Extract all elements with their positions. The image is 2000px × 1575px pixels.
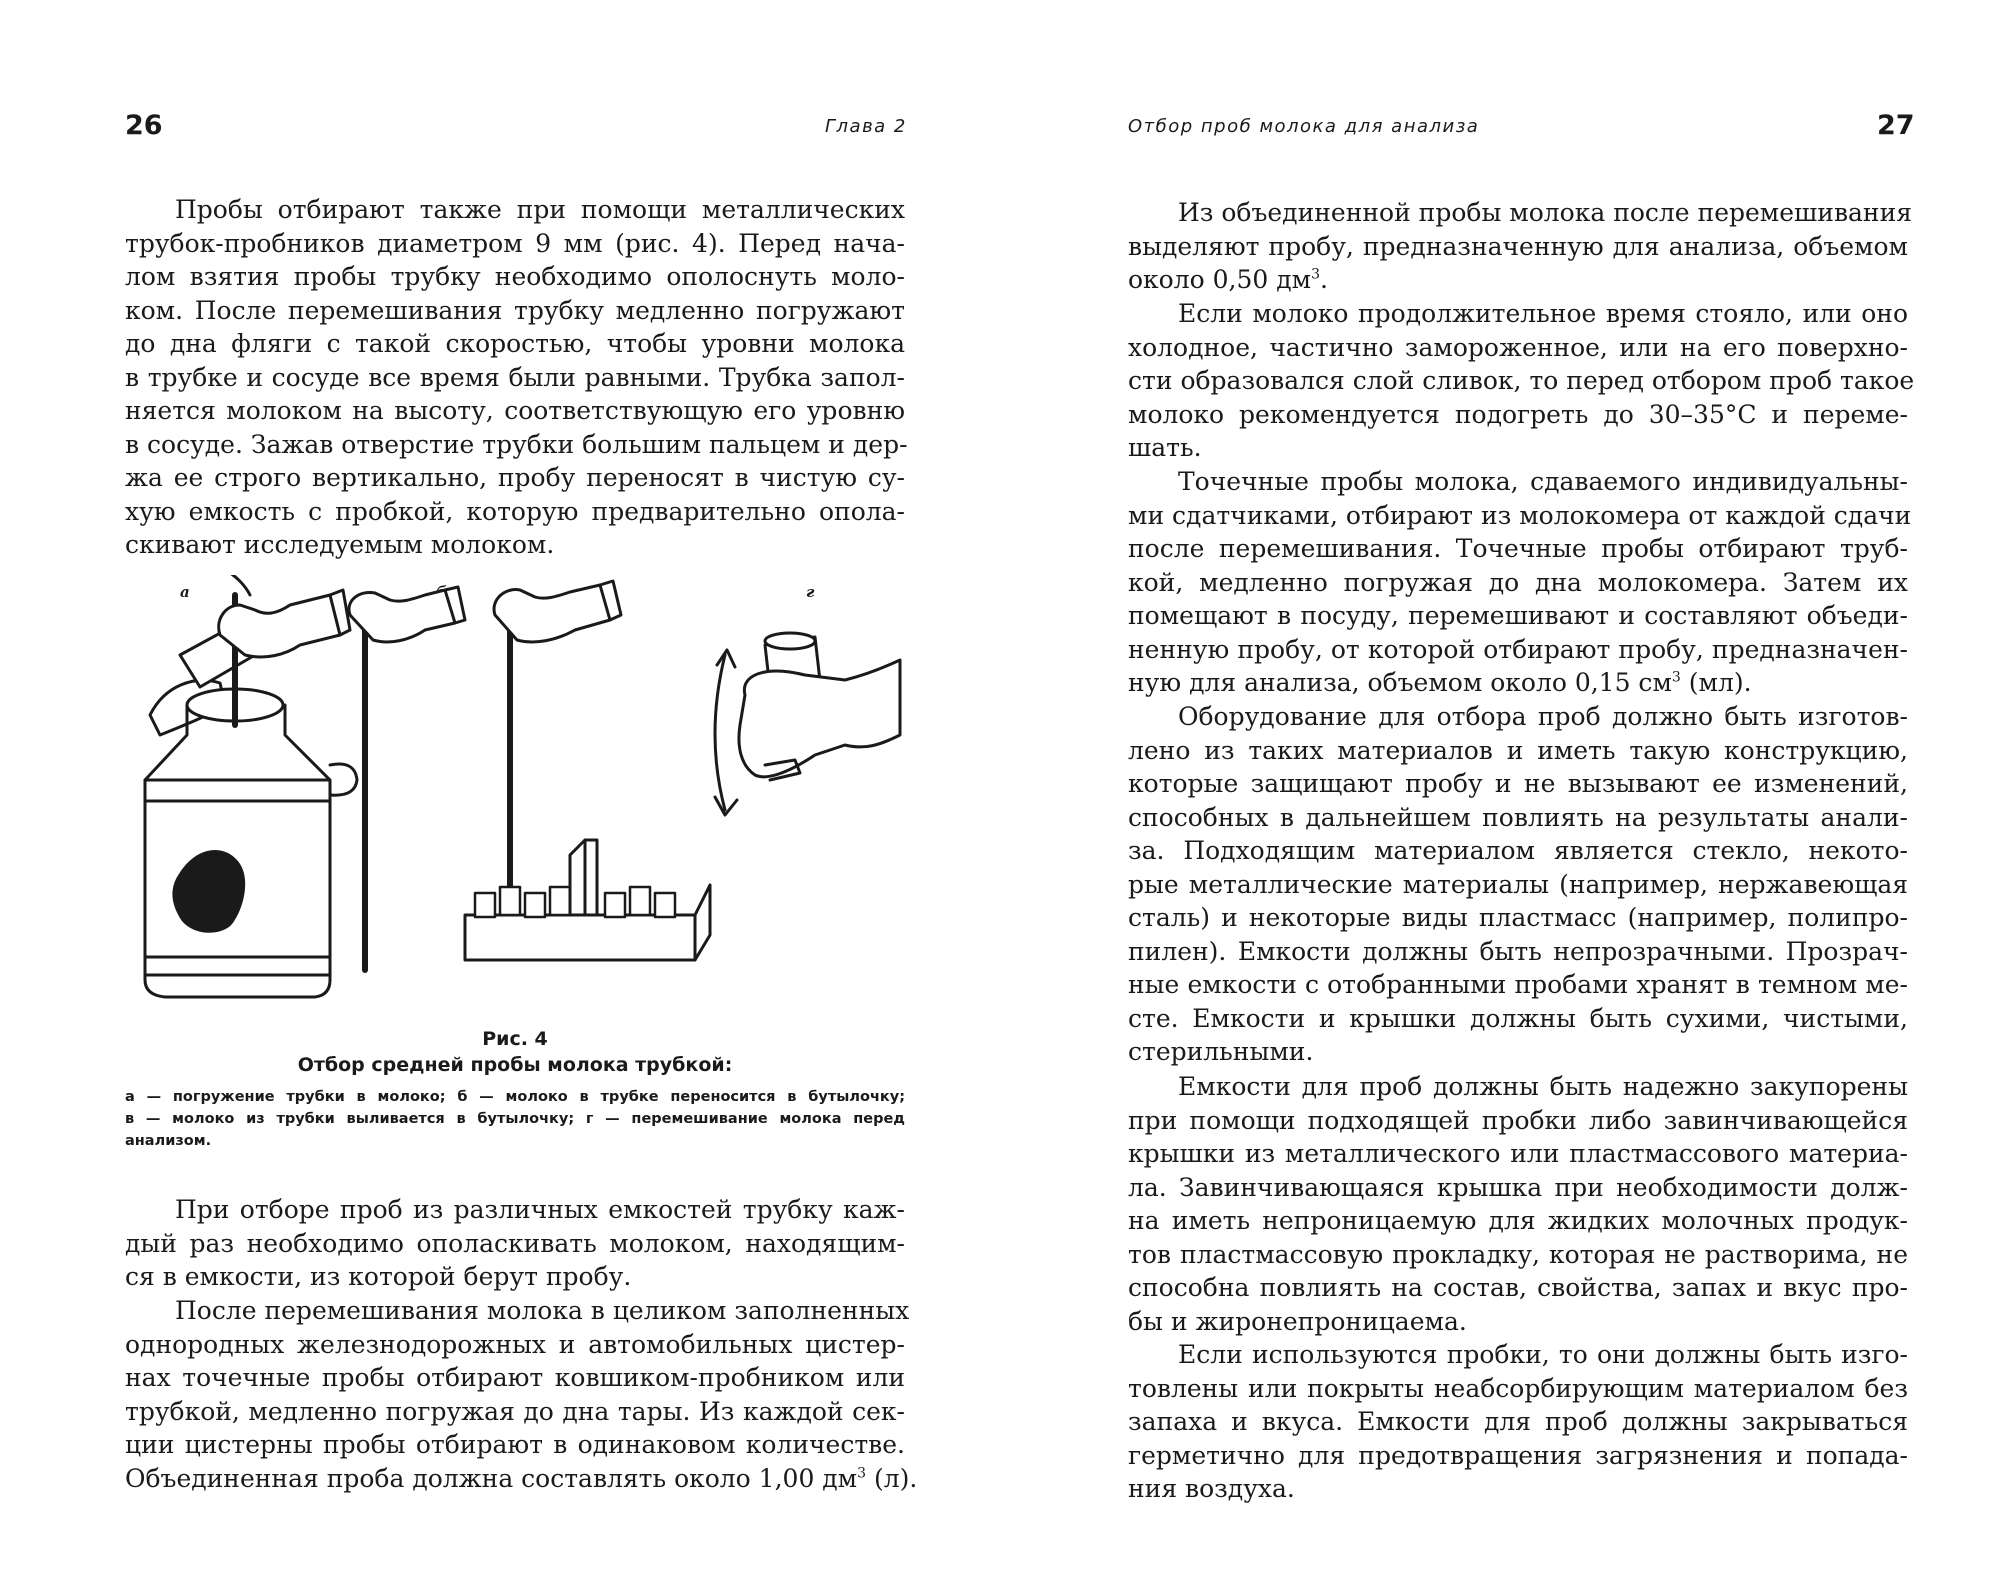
superscript: 3 xyxy=(1311,266,1320,283)
text-line: дый раз необходимо ополаскивать молоком, находящим- xyxy=(125,1228,905,1258)
legend-line: в — молоко из трубки выливается в бутылочку; г — перемешивание молока перед xyxy=(125,1111,905,1127)
figure-label-g: г xyxy=(806,583,815,601)
right-paragraph-4 xyxy=(1128,700,1908,1069)
legend-line: анализом. xyxy=(125,1133,212,1149)
text-line xyxy=(1128,666,1908,700)
text-line: Пробы отбирают также при помощи металлических xyxy=(175,195,905,224)
text-line: тов пластмассовую прокладку, которая не растворима, не xyxy=(1128,1239,1908,1269)
text-line: на иметь непроницаемую для жидких молочных продук- xyxy=(1128,1206,1908,1235)
figure-title: Рис. 4 xyxy=(482,1028,548,1050)
text-line: товлены или покрыты неабсорбирующим материалом без xyxy=(1128,1373,1908,1403)
text-fragment: Объединенная проба должна составлять около 1,00 дм xyxy=(125,1463,858,1493)
text-line: в сосуде. Зажав отверстие трубки большим пальцем и дер- xyxy=(125,429,908,459)
text-line: трубок-пробников диаметром 9 мм (рис. 4). Перед нача- xyxy=(125,228,905,258)
text-line: при помощи подходящей пробки либо завинчивающейся xyxy=(1128,1105,1908,1135)
text-line: Емкости для проб должны быть надежно закупорены xyxy=(1178,1072,1908,1101)
tube-carry-figure xyxy=(349,587,465,970)
text-line: после перемешивания. Точечные пробы отбирают труб- xyxy=(1128,534,1908,563)
text-line: запаха и вкуса. Емкости для проб должны закрываться xyxy=(1128,1407,1908,1436)
text-line: сте. Емкости и крышки должны быть сухими, чистыми, xyxy=(1128,1003,1908,1033)
text-line: няется молоком на высоту, соответствующую его уровню xyxy=(125,396,905,425)
text-line: рые металлические материалы (например, нержавеющая xyxy=(1128,869,1908,899)
figure-legend xyxy=(125,1086,905,1152)
text-line: лено из таких материалов и иметь такую конструкцию, xyxy=(1128,735,1908,765)
text-line: герметично для предотвращения загрязнения и попада- xyxy=(1128,1440,1908,1470)
page-number-right: 27 xyxy=(1877,110,1915,141)
text-line: молоко рекомендуется подогреть до 30–35°С и переме- xyxy=(1128,399,1908,429)
text-line: способных в дальнейшем повлиять на результаты анали- xyxy=(1128,802,1908,832)
text-line: ции цистерны пробы отбирают в одинаковом количестве. xyxy=(125,1430,905,1459)
text-line: Оборудование для отбора проб должно быть изготов- xyxy=(1178,702,1908,731)
text-line: хую емкость с пробкой, которую предварительно опола- xyxy=(125,496,905,526)
text-line: выделяют пробу, предназначенную для анализа, объемом xyxy=(1128,231,1908,261)
text-line: до дна фляги с такой скоростью, чтобы уровни молока xyxy=(125,329,905,358)
page-number-left: 26 xyxy=(125,110,163,141)
text-line: которые защищают пробу и не вызывают ее изменений, xyxy=(1128,769,1908,798)
text-fragment: ную для анализа, объемом около 0,15 см xyxy=(1128,668,1672,697)
text-line: шать. xyxy=(1128,433,1202,462)
text-line: нах точечные пробы отбирают ковшиком-пробником или xyxy=(125,1363,905,1392)
text-line: стерильными. xyxy=(1128,1037,1314,1066)
text-line: холодное, частично замороженное, или на его поверхно- xyxy=(1128,332,1908,362)
text-line: ла. Завинчивающаяся крышка при необходимости долж- xyxy=(1128,1172,1908,1202)
text-line: При отборе проб из различных емкостей трубку каж- xyxy=(175,1195,905,1224)
text-line: кой, медленно погружая до дна молокомера. Затем их xyxy=(1128,567,1908,597)
superscript: 3 xyxy=(857,1465,867,1482)
left-paragraph-1 xyxy=(125,193,908,562)
text-line: лом взятия пробы трубку необходимо ополоснуть моло- xyxy=(125,262,905,291)
text-line: помещают в посуду, перемешивают и составляют объеди- xyxy=(1128,601,1908,630)
text-line: пилен). Емкости должны быть непрозрачными. Прозрач- xyxy=(1128,936,1908,966)
text-fragment: (л). xyxy=(866,1463,918,1493)
text-line: сти образовался слой сливок, то перед отбором проб такое xyxy=(1128,366,1915,395)
text-line: ненную пробу, от которой отбирают пробу, предназначен- xyxy=(1128,634,1908,664)
milk-can-figure xyxy=(145,575,357,997)
text-line: способна повлиять на состав, свойства, запах и вкус про- xyxy=(1128,1273,1908,1302)
text-line: Если используются пробки, то они должны быть изго- xyxy=(1178,1340,1908,1369)
text-line: ные емкости с отобранными пробами хранят в темном ме- xyxy=(1128,970,1908,999)
text-fragment: . xyxy=(1319,265,1328,294)
right-paragraph-2 xyxy=(1128,297,1915,465)
text-line: за. Подходящим материалом является стекло, некото- xyxy=(1128,836,1908,865)
figure-label-a: а xyxy=(180,583,190,601)
text-line: жа ее строго вертикально, пробу переносят в чистую су- xyxy=(125,463,905,492)
text-line: Из объединенной пробы молока после перемешивания xyxy=(1178,198,1913,227)
right-paragraph-6 xyxy=(1128,1338,1908,1506)
text-line: Если молоко продолжительное время стояло, или оно xyxy=(1178,299,1908,328)
figure-subtitle: Отбор средней пробы молока трубкой: xyxy=(297,1054,733,1076)
right-paragraph-3 xyxy=(1128,465,1912,700)
text-line xyxy=(125,1462,918,1496)
left-paragraph-3 xyxy=(125,1294,918,1495)
tube-pour-figure xyxy=(465,581,710,960)
text-fragment: (мл). xyxy=(1680,668,1752,697)
text-line: ми сдатчиками, отбирают из молокомера от каждой сдачи xyxy=(1128,500,1912,530)
left-paragraph-2 xyxy=(125,1193,905,1294)
right-paragraph-1 xyxy=(1128,196,1913,297)
text-line: Точечные пробы молока, сдаваемого индивидуальны- xyxy=(1178,467,1908,496)
text-line: скивают исследуемым молоком. xyxy=(125,530,555,559)
text-line: крышки из металлического или пластмассового материа- xyxy=(1128,1139,1908,1168)
text-line: После перемешивания молока в целиком заполненных xyxy=(175,1296,910,1325)
right-page xyxy=(1000,0,2000,1575)
text-line: ком. После перемешивания трубку медленно погружают xyxy=(125,295,905,325)
right-paragraph-5 xyxy=(1128,1070,1908,1338)
text-line: в трубке и сосуде все время были равными. Трубка запол- xyxy=(125,362,905,392)
superscript: 3 xyxy=(1671,669,1681,686)
running-head-left: Глава 2 xyxy=(825,116,907,137)
text-fragment: около 0,50 дм xyxy=(1128,265,1312,294)
text-line: сталь) и некоторые виды пластмасс (например, полипро- xyxy=(1128,903,1908,932)
running-head-right: Отбор проб молока для анализа xyxy=(1128,116,1480,137)
text-line: трубкой, медленно погружая до дна тары. Из каждой сек- xyxy=(125,1396,905,1426)
text-line xyxy=(1128,263,1908,297)
text-line: бы и жиронепроницаема. xyxy=(1128,1306,1467,1336)
shaking-figure xyxy=(715,633,900,815)
legend-line: а — погружение трубки в молоко; б — молоко в трубке переносится в бутылочку; xyxy=(125,1089,905,1105)
text-line: ния воздуха. xyxy=(1128,1474,1295,1503)
milk-sampling-illustration xyxy=(125,575,905,1005)
text-line: ся в емкости, из которой берут пробу. xyxy=(125,1262,632,1291)
text-line: однородных железнодорожных и автомобильных цистер- xyxy=(125,1329,905,1359)
